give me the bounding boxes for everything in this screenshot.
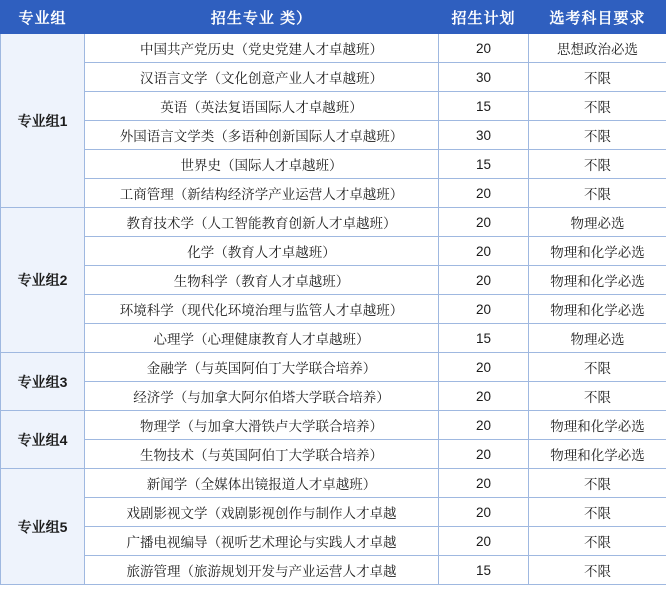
major-cell: 新闻学（全媒体出镜报道人才卓越班） xyxy=(85,469,439,498)
table-row xyxy=(1,556,666,585)
major-cell: 旅游管理（旅游规划开发与产业运营人才卓越 xyxy=(85,556,439,585)
major-cell: 外国语言文学类（多语种创新国际人才卓越班） xyxy=(85,121,439,150)
table-row xyxy=(1,411,666,440)
group-name-cell: 专业组3 xyxy=(1,353,85,411)
requirement-cell: 物理必选 xyxy=(529,324,666,353)
plan-cell: 20 xyxy=(439,527,529,556)
plan-cell: 20 xyxy=(439,295,529,324)
plan-cell: 15 xyxy=(439,324,529,353)
header-major: 招生专业 类） xyxy=(85,1,439,34)
requirement-cell: 不限 xyxy=(529,527,666,556)
major-cell: 物理学（与加拿大滑铁卢大学联合培养） xyxy=(85,411,439,440)
group-name-cell: 专业组2 xyxy=(1,208,85,353)
major-cell: 生物科学（教育人才卓越班） xyxy=(85,266,439,295)
requirement-cell: 不限 xyxy=(529,121,666,150)
plan-cell: 20 xyxy=(439,179,529,208)
major-cell: 中国共产党历史（党史党建人才卓越班） xyxy=(85,34,439,63)
requirement-cell: 不限 xyxy=(529,498,666,527)
plan-cell: 30 xyxy=(439,121,529,150)
requirement-cell: 物理和化学必选 xyxy=(529,237,666,266)
requirement-cell: 物理和化学必选 xyxy=(529,266,666,295)
header-row xyxy=(1,1,666,34)
major-cell: 广播电视编导（视听艺术理论与实践人才卓越 xyxy=(85,527,439,556)
requirement-cell: 不限 xyxy=(529,179,666,208)
table-row xyxy=(1,150,666,179)
plan-cell: 30 xyxy=(439,63,529,92)
requirement-cell: 不限 xyxy=(529,382,666,411)
requirement-cell: 物理必选 xyxy=(529,208,666,237)
plan-cell: 20 xyxy=(439,208,529,237)
group-name-cell: 专业组1 xyxy=(1,34,85,208)
plan-cell: 20 xyxy=(439,498,529,527)
major-cell: 工商管理（新结构经济学产业运营人才卓越班） xyxy=(85,179,439,208)
major-cell: 戏剧影视文学（戏剧影视创作与制作人才卓越 xyxy=(85,498,439,527)
table-row xyxy=(1,469,666,498)
plan-cell: 15 xyxy=(439,92,529,121)
table-row xyxy=(1,237,666,266)
table-row xyxy=(1,382,666,411)
requirement-cell: 不限 xyxy=(529,469,666,498)
table-row xyxy=(1,295,666,324)
table-row xyxy=(1,527,666,556)
plan-cell: 20 xyxy=(439,266,529,295)
requirement-cell: 不限 xyxy=(529,63,666,92)
major-cell: 英语（英法复语国际人才卓越班） xyxy=(85,92,439,121)
major-cell: 经济学（与加拿大阿尔伯塔大学联合培养） xyxy=(85,382,439,411)
table-row xyxy=(1,208,666,237)
table-row xyxy=(1,92,666,121)
plan-cell: 15 xyxy=(439,150,529,179)
table-body xyxy=(1,34,666,585)
table-row xyxy=(1,63,666,92)
plan-cell: 15 xyxy=(439,556,529,585)
plan-cell: 20 xyxy=(439,469,529,498)
plan-cell: 20 xyxy=(439,411,529,440)
requirement-cell: 物理和化学必选 xyxy=(529,411,666,440)
table-row xyxy=(1,266,666,295)
major-cell: 金融学（与英国阿伯丁大学联合培养） xyxy=(85,353,439,382)
table-row xyxy=(1,179,666,208)
header-group: 专业组 xyxy=(1,1,85,34)
major-cell: 汉语言文学（文化创意产业人才卓越班） xyxy=(85,63,439,92)
header-requirement: 选考科目要求 xyxy=(529,1,666,34)
header-plan: 招生计划 xyxy=(439,1,529,34)
major-cell: 心理学（心理健康教育人才卓越班） xyxy=(85,324,439,353)
group-name-cell: 专业组4 xyxy=(1,411,85,469)
major-cell: 环境科学（现代化环境治理与监管人才卓越班） xyxy=(85,295,439,324)
table-header xyxy=(1,1,666,34)
table-row xyxy=(1,121,666,150)
plan-cell: 20 xyxy=(439,237,529,266)
plan-cell: 20 xyxy=(439,353,529,382)
table-row xyxy=(1,353,666,382)
table-row xyxy=(1,498,666,527)
requirement-cell: 不限 xyxy=(529,150,666,179)
requirement-cell: 不限 xyxy=(529,353,666,382)
requirement-cell: 物理和化学必选 xyxy=(529,440,666,469)
requirement-cell: 物理和化学必选 xyxy=(529,295,666,324)
plan-cell: 20 xyxy=(439,34,529,63)
plan-cell: 20 xyxy=(439,382,529,411)
major-cell: 化学（教育人才卓越班） xyxy=(85,237,439,266)
major-cell: 生物技术（与英国阿伯丁大学联合培养） xyxy=(85,440,439,469)
table-row xyxy=(1,324,666,353)
major-cell: 教育技术学（人工智能教育创新人才卓越班） xyxy=(85,208,439,237)
requirement-cell: 不限 xyxy=(529,92,666,121)
table-row xyxy=(1,34,666,63)
requirement-cell: 不限 xyxy=(529,556,666,585)
plan-cell: 20 xyxy=(439,440,529,469)
table-row xyxy=(1,440,666,469)
requirement-cell: 思想政治必选 xyxy=(529,34,666,63)
major-cell: 世界史（国际人才卓越班） xyxy=(85,150,439,179)
group-name-cell: 专业组5 xyxy=(1,469,85,585)
